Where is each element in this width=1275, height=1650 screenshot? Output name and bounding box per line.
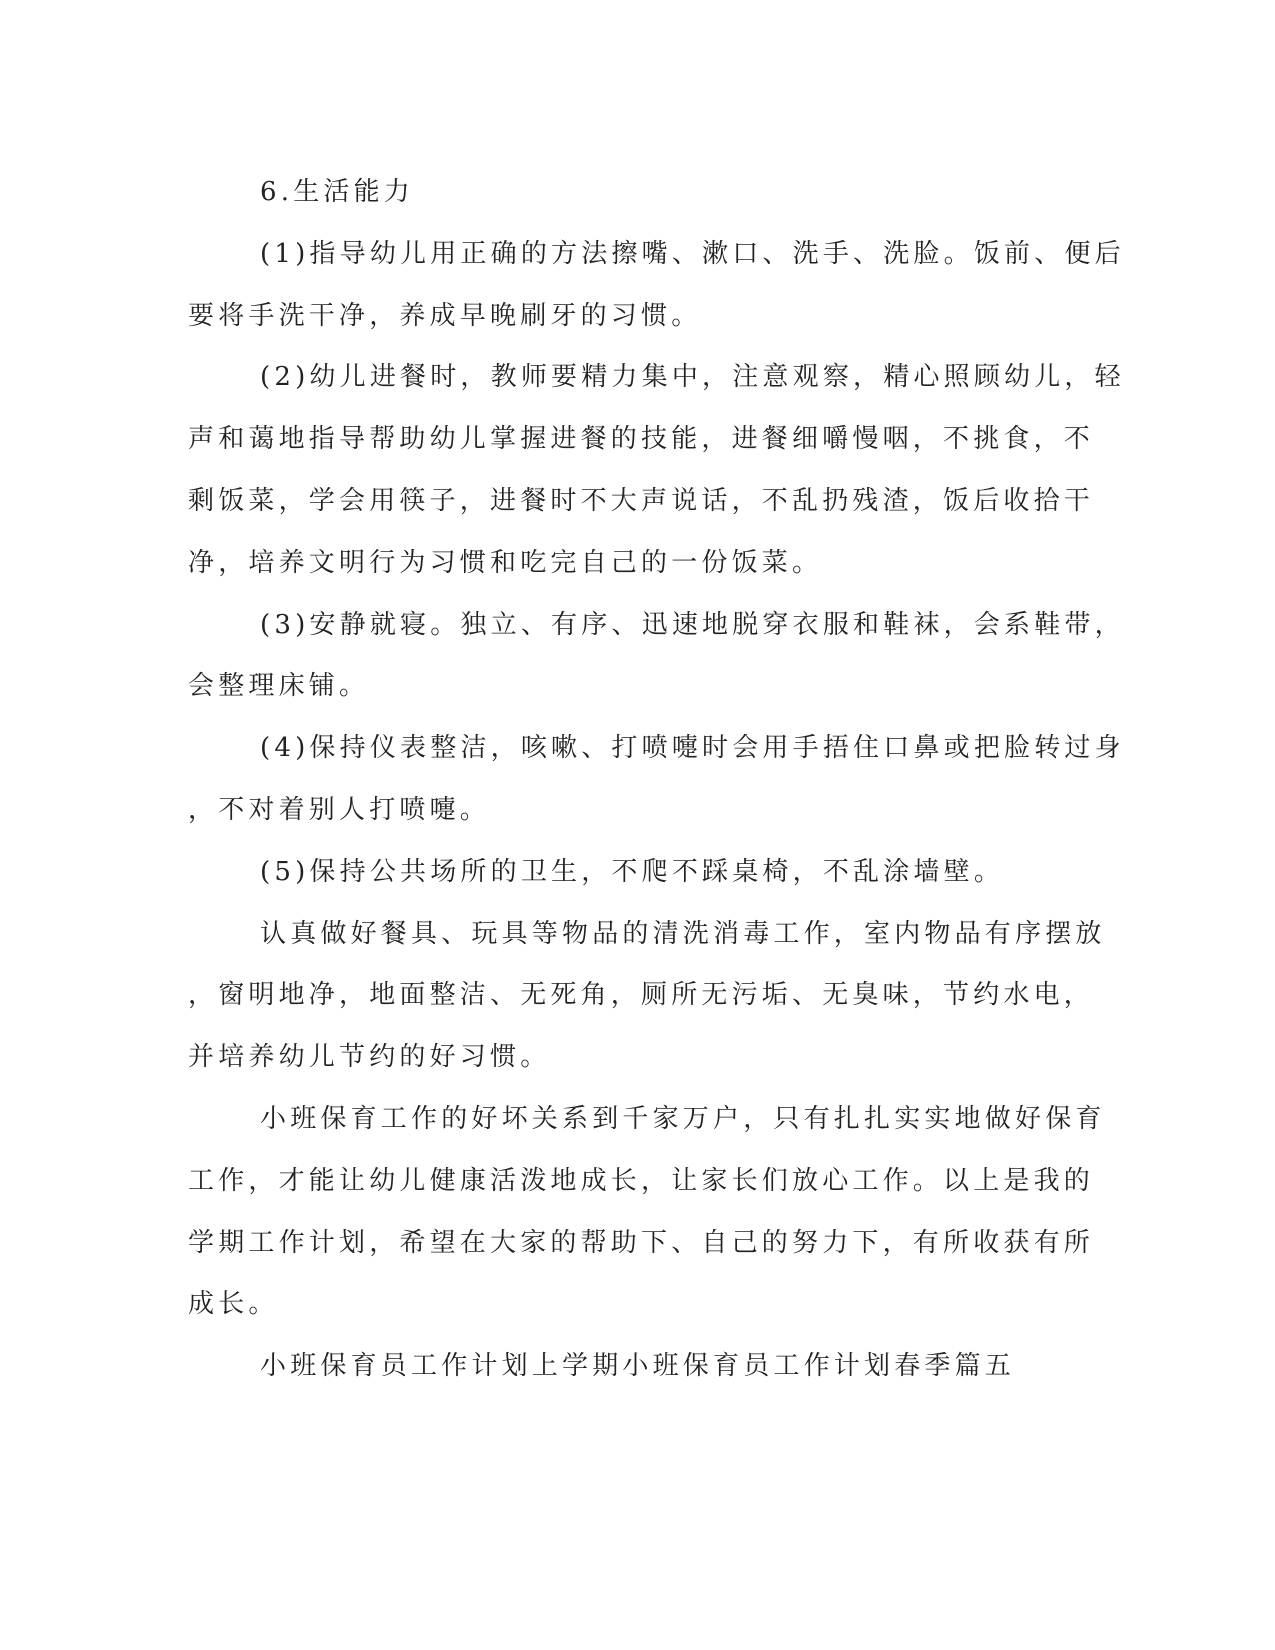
paragraph-line: 小班保育工作的好坏关系到千家万户，只有扎扎实实地做好保育 <box>260 1103 1106 1134</box>
paragraph-line: (2)幼儿进餐时，教师要精力集中，注意观察，精心照顾幼儿，轻 <box>260 362 1125 393</box>
paragraph-line: 要将手洗干净，养成早晚刷牙的习惯。 <box>188 300 702 331</box>
paragraph-line: ，不对着别人打喷嚏。 <box>188 794 491 825</box>
paragraph-line: (4)保持仪表整洁，咳嗽、打喷嚏时会用手捂住口鼻或把脸转过身 <box>260 733 1125 764</box>
section-title: 小班保育员工作计划上学期小班保育员工作计划春季篇五 <box>260 1351 1016 1382</box>
paragraph-line: 成长。 <box>188 1289 279 1320</box>
section-heading: 6.生活能力 <box>260 177 415 207</box>
paragraph-line: 认真做好餐具、玩具等物品的清洗消毒工作，室内物品有序摆放 <box>260 918 1106 949</box>
paragraph-line: 声和蔼地指导帮助幼儿掌握进餐的技能，进餐细嚼慢咽，不挑食，不 <box>188 424 1095 455</box>
paragraph-line: (5)保持公共场所的卫生，不爬不踩桌椅，不乱涂墙壁。 <box>260 856 1005 887</box>
paragraph-line: (3)安静就寝。独立、有序、迅速地脱穿衣服和鞋袜，会系鞋带， <box>260 609 1125 640</box>
paragraph-line: 会整理床铺。 <box>188 671 370 702</box>
paragraph-line: ，窗明地净，地面整洁、无死角，厕所无污垢、无臭味，节约水电， <box>188 980 1095 1011</box>
paragraph-line: (1)指导幼儿用正确的方法擦嘴、漱口、洗手、洗脸。饭前、便后 <box>260 238 1125 269</box>
document-body <box>188 162 1125 1398</box>
paragraph-line: 净，培养文明行为习惯和吃完自己的一份饭菜。 <box>188 547 823 578</box>
paragraph-line: 学期工作计划，希望在大家的帮助下、自己的努力下，有所收获有所 <box>188 1227 1095 1258</box>
paragraph-line: 剩饭菜，学会用筷子，进餐时不大声说话，不乱扔残渣，饭后收拾干 <box>188 485 1095 516</box>
paragraph-line: 工作，才能让幼儿健康活泼地成长，让家长们放心工作。以上是我的 <box>188 1165 1095 1196</box>
paragraph-line: 并培养幼儿节约的好习惯。 <box>188 1042 551 1073</box>
